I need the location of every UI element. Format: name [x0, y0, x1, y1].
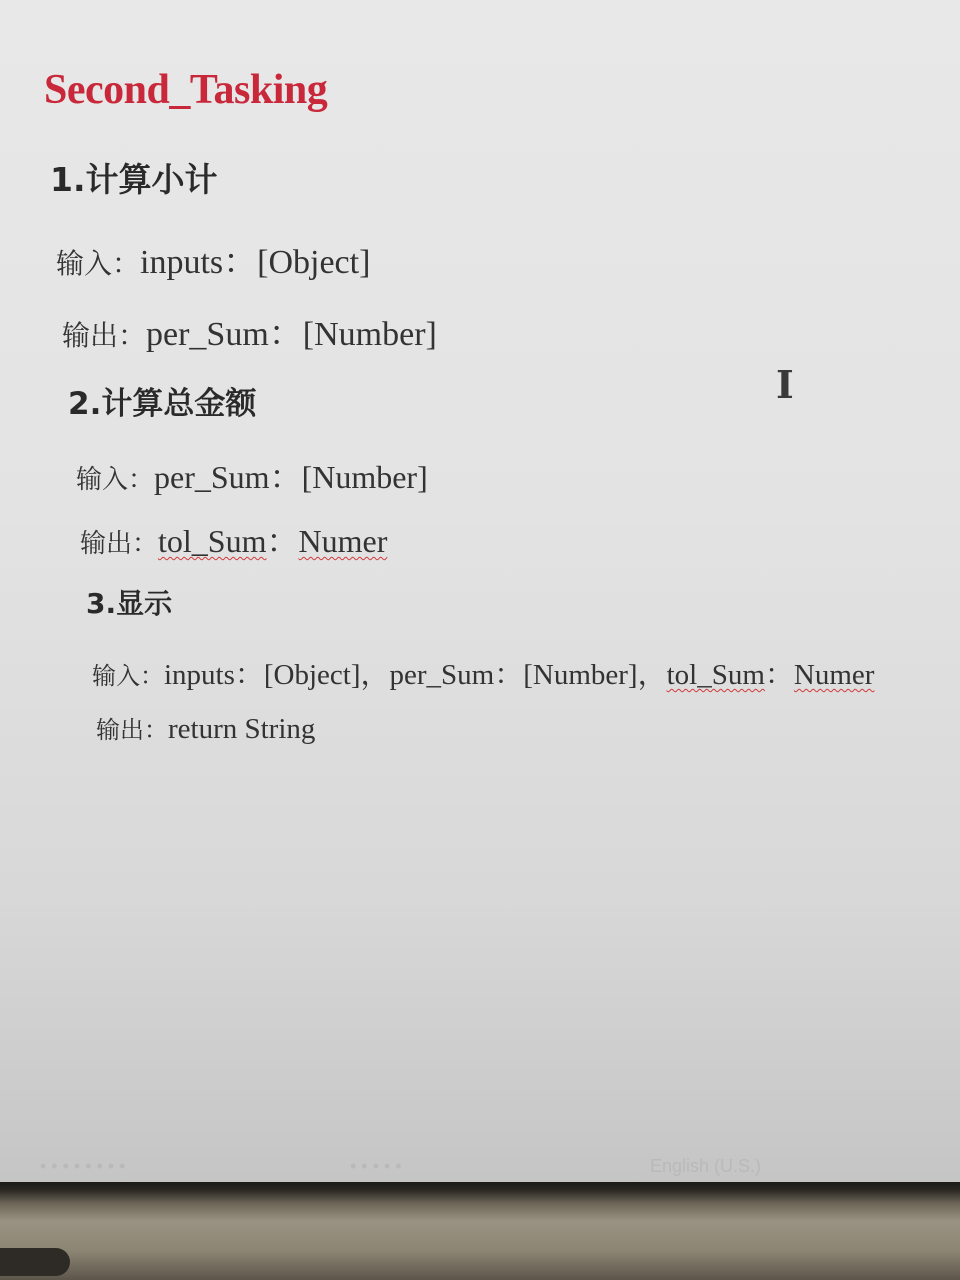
section-3-input-line — [92, 652, 874, 693]
input-value: inputs：[Object] — [140, 244, 371, 281]
monitor-bezel — [0, 1182, 960, 1280]
input-label: 输入： — [76, 465, 155, 495]
section-1-input-line — [56, 234, 370, 283]
input-value: per_Sum：[Number] — [154, 459, 428, 495]
output-value: return String — [168, 713, 316, 745]
spelling-error-word[interactable]: tol_Sum — [158, 523, 267, 559]
status-page-info: • • • • • • • • — [40, 1156, 126, 1176]
section-2-output-line — [80, 516, 387, 562]
status-language[interactable]: English (U.S.) — [650, 1156, 762, 1176]
bezel-edge — [0, 1248, 70, 1276]
section-1-output-line — [62, 306, 437, 355]
status-word-count: • • • • • — [350, 1156, 402, 1176]
section-2-input-line — [76, 452, 428, 498]
separator: ： — [764, 659, 794, 691]
input-label: 输入： — [92, 662, 164, 690]
output-value: per_Sum：[Number] — [146, 316, 437, 353]
input-label: 输入： — [56, 247, 141, 280]
separator: ： — [266, 523, 299, 559]
output-label: 输出： — [62, 319, 147, 352]
section-3-heading: 3.显示 — [86, 587, 173, 620]
input-value: inputs：[Object]，per_Sum：[Number]， — [164, 659, 667, 691]
status-bar — [0, 1152, 960, 1182]
document-title: Second_Tasking — [44, 67, 328, 113]
spelling-error-word[interactable]: tol_Sum — [666, 659, 765, 691]
spelling-error-word[interactable]: Numer — [793, 659, 875, 691]
section-2-heading: 2.计算总金额 — [68, 386, 257, 422]
section-1-heading: 1.计算小计 — [50, 160, 218, 199]
text-cursor-icon: I — [776, 362, 794, 407]
section-3-output-line — [96, 710, 315, 746]
output-label: 输出： — [80, 529, 159, 559]
output-label: 输出： — [96, 716, 168, 744]
spelling-error-word[interactable]: Numer — [298, 523, 388, 559]
